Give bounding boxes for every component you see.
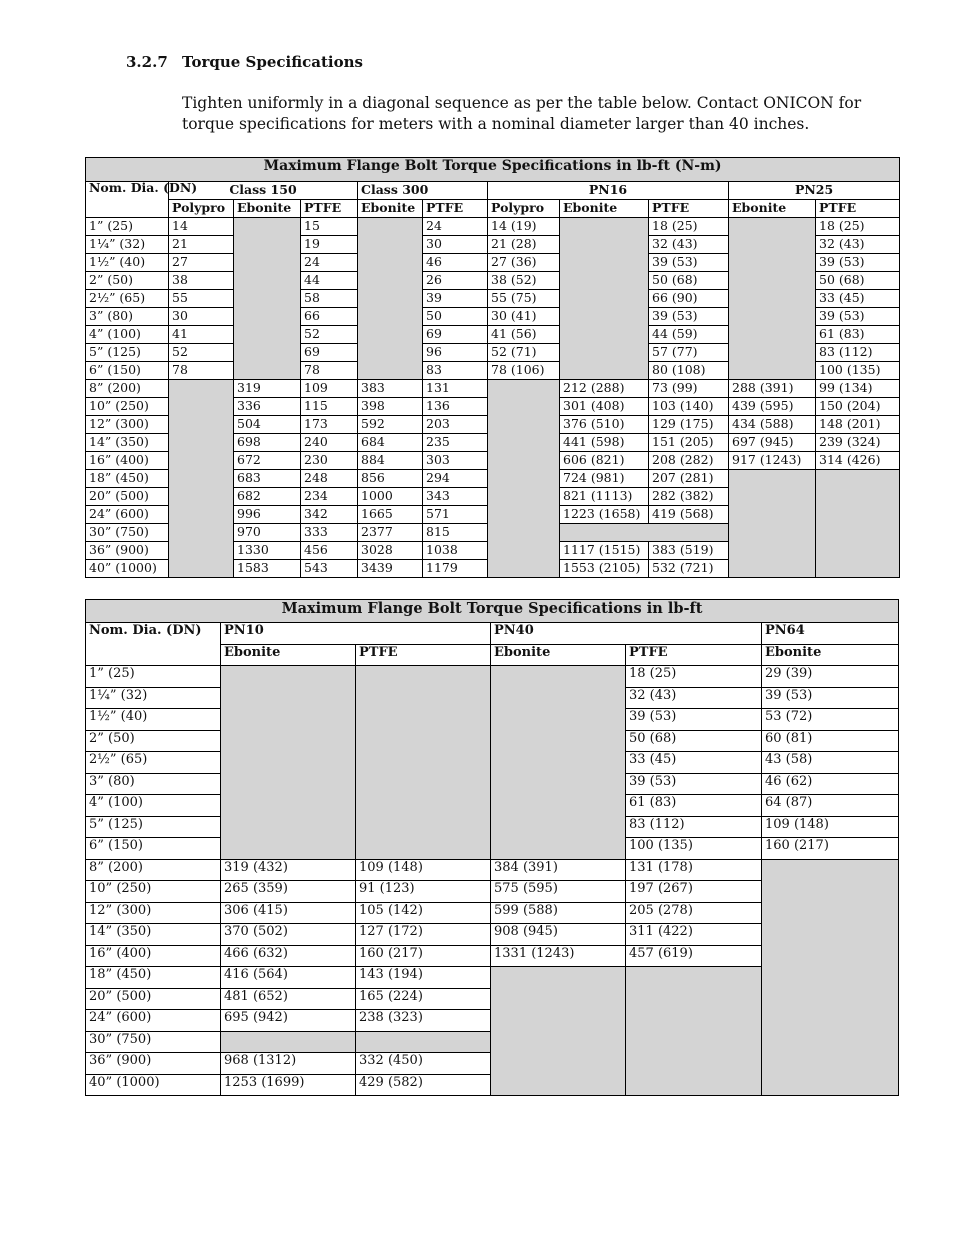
cell: 18” (450) xyxy=(86,470,169,488)
cell: 24” (600) xyxy=(86,506,169,524)
cell: 14 xyxy=(169,218,234,236)
cell: 2” (50) xyxy=(86,272,169,290)
cell: 319 (432) xyxy=(221,859,356,881)
cell: 504 xyxy=(234,416,301,434)
cell: 856 xyxy=(358,470,423,488)
cell: 165 (224) xyxy=(356,988,491,1010)
section-number: 3.2.7 xyxy=(126,53,168,71)
cell: 39 (53) xyxy=(762,687,899,709)
cell: 1553 (2105) xyxy=(560,560,649,578)
cell: 416 (564) xyxy=(221,967,356,989)
cell: 419 (568) xyxy=(649,506,729,524)
cell: 21 xyxy=(169,236,234,254)
cell: 1” (25) xyxy=(86,666,221,688)
cell: 8” (200) xyxy=(86,380,169,398)
cell: 55 (75) xyxy=(488,290,560,308)
cell: 30” (750) xyxy=(86,524,169,542)
cell: 78 xyxy=(169,362,234,380)
sub-header: Ebonite xyxy=(358,200,423,218)
cell: 207 (281) xyxy=(649,470,729,488)
cell: 319 xyxy=(234,380,301,398)
cell: 1253 (1699) xyxy=(221,1074,356,1096)
cell: 2½” (65) xyxy=(86,290,169,308)
sub-header: Ebonite xyxy=(729,200,816,218)
cell: 370 (502) xyxy=(221,924,356,946)
cell: 306 (415) xyxy=(221,902,356,924)
cell: 1223 (1658) xyxy=(560,506,649,524)
cell: 5” (125) xyxy=(86,816,221,838)
cell: 57 (77) xyxy=(649,344,729,362)
cell: 230 xyxy=(301,452,358,470)
na-cell xyxy=(816,470,900,578)
cell: 50 (68) xyxy=(626,730,762,752)
cell: 50 (68) xyxy=(649,272,729,290)
table-row xyxy=(86,380,900,398)
cell: 575 (595) xyxy=(491,881,626,903)
cell: 33 (45) xyxy=(626,752,762,774)
cell: 384 (391) xyxy=(491,859,626,881)
cell: 14” (350) xyxy=(86,434,169,452)
cell: 698 xyxy=(234,434,301,452)
cell: 100 (135) xyxy=(626,838,762,860)
sub-header: Polypro xyxy=(488,200,560,218)
cell: 69 xyxy=(423,326,488,344)
cell: 61 (83) xyxy=(816,326,900,344)
cell: 30 xyxy=(169,308,234,326)
cell: 26 xyxy=(423,272,488,290)
cell: 6” (150) xyxy=(86,838,221,860)
na-cell xyxy=(356,666,491,860)
cell: 2½” (65) xyxy=(86,752,221,774)
cell: 248 xyxy=(301,470,358,488)
cell: 160 (217) xyxy=(356,945,491,967)
cell: 342 xyxy=(301,506,358,524)
sub-header: PTFE xyxy=(423,200,488,218)
cell: 332 (450) xyxy=(356,1053,491,1075)
cell: 136 xyxy=(423,398,488,416)
cell: 99 (134) xyxy=(816,380,900,398)
cell: 39 (53) xyxy=(626,709,762,731)
cell: 203 xyxy=(423,416,488,434)
intro-paragraph: Tighten uniformly in a diagonal sequence as per the table below. Contact ONICON for torque specifications for meters with a nominal diameter larger than 40 inches. xyxy=(182,94,862,133)
cell: 50 (68) xyxy=(816,272,900,290)
cell: 69 xyxy=(301,344,358,362)
cell: 24 xyxy=(423,218,488,236)
cell: 376 (510) xyxy=(560,416,649,434)
cell: 301 (408) xyxy=(560,398,649,416)
cell: 14 (19) xyxy=(488,218,560,236)
cell: 282 (382) xyxy=(649,488,729,506)
cell: 5” (125) xyxy=(86,344,169,362)
cell: 83 (112) xyxy=(626,816,762,838)
cell: 205 (278) xyxy=(626,902,762,924)
sub-header: PTFE xyxy=(649,200,729,218)
cell: 40” (1000) xyxy=(86,1074,221,1096)
cell: 683 xyxy=(234,470,301,488)
cell: 1117 (1515) xyxy=(560,542,649,560)
cell: 208 (282) xyxy=(649,452,729,470)
cell: 815 xyxy=(423,524,488,542)
cell: 60 (81) xyxy=(762,730,899,752)
cell: 543 xyxy=(301,560,358,578)
cell: 1038 xyxy=(423,542,488,560)
cell: 970 xyxy=(234,524,301,542)
cell: 672 xyxy=(234,452,301,470)
cell: 908 (945) xyxy=(491,924,626,946)
cell: 20” (500) xyxy=(86,488,169,506)
sub-header: Ebonite xyxy=(221,644,356,666)
cell: 30 xyxy=(423,236,488,254)
cell: 240 xyxy=(301,434,358,452)
cell: 333 xyxy=(301,524,358,542)
cell: 532 (721) xyxy=(649,560,729,578)
table-row xyxy=(86,218,900,236)
na-cell xyxy=(221,1031,356,1053)
cell: 1½” (40) xyxy=(86,254,169,272)
cell: 160 (217) xyxy=(762,838,899,860)
cell: 18 (25) xyxy=(626,666,762,688)
cell: 173 xyxy=(301,416,358,434)
cell: 41 (56) xyxy=(488,326,560,344)
cell: 109 (148) xyxy=(356,859,491,881)
cell: 821 (1113) xyxy=(560,488,649,506)
sub-header: Ebonite xyxy=(234,200,301,218)
cell: 78 (106) xyxy=(488,362,560,380)
cell: 55 xyxy=(169,290,234,308)
cell: 21 (28) xyxy=(488,236,560,254)
cell: 1583 xyxy=(234,560,301,578)
sub-header: Ebonite xyxy=(491,644,626,666)
sub-header: PTFE xyxy=(626,644,762,666)
cell: 336 xyxy=(234,398,301,416)
cell: 53 (72) xyxy=(762,709,899,731)
cell: 127 (172) xyxy=(356,924,491,946)
cell: 3439 xyxy=(358,560,423,578)
cell: 80 (108) xyxy=(649,362,729,380)
cell: 3” (80) xyxy=(86,773,221,795)
cell: 30” (750) xyxy=(86,1031,221,1053)
cell: 439 (595) xyxy=(729,398,816,416)
nom-dia-header: Nom. Dia. (DN) xyxy=(86,182,169,218)
cell: 100 (135) xyxy=(816,362,900,380)
cell: 592 xyxy=(358,416,423,434)
cell: 1000 xyxy=(358,488,423,506)
cell: 33 (45) xyxy=(816,290,900,308)
cell: 36” (900) xyxy=(86,542,169,560)
cell: 24 xyxy=(301,254,358,272)
cell: 884 xyxy=(358,452,423,470)
na-cell xyxy=(626,967,762,1096)
cell: 303 xyxy=(423,452,488,470)
cell: 32 (43) xyxy=(649,236,729,254)
cell: 429 (582) xyxy=(356,1074,491,1096)
cell: 73 (99) xyxy=(649,380,729,398)
section-heading xyxy=(126,53,363,71)
cell: 58 xyxy=(301,290,358,308)
cell: 43 (58) xyxy=(762,752,899,774)
group-header: PN25 xyxy=(729,182,900,200)
na-cell xyxy=(221,666,356,860)
na-cell xyxy=(762,859,899,1096)
cell: 39 (53) xyxy=(649,308,729,326)
group-header: Class 150 xyxy=(169,182,358,200)
cell: 96 xyxy=(423,344,488,362)
cell: 1½” (40) xyxy=(86,709,221,731)
cell: 466 (632) xyxy=(221,945,356,967)
na-cell xyxy=(169,380,234,578)
cell: 1” (25) xyxy=(86,218,169,236)
cell: 29 (39) xyxy=(762,666,899,688)
cell: 143 (194) xyxy=(356,967,491,989)
cell: 115 xyxy=(301,398,358,416)
na-cell xyxy=(729,470,816,578)
torque-table-lbft xyxy=(85,599,899,1096)
cell: 39 xyxy=(423,290,488,308)
cell: 1330 xyxy=(234,542,301,560)
cell: 212 (288) xyxy=(560,380,649,398)
cell: 44 xyxy=(301,272,358,290)
cell: 109 (148) xyxy=(762,816,899,838)
cell: 684 xyxy=(358,434,423,452)
cell: 3028 xyxy=(358,542,423,560)
cell: 571 xyxy=(423,506,488,524)
cell: 434 (588) xyxy=(729,416,816,434)
na-cell xyxy=(356,1031,491,1053)
cell: 234 xyxy=(301,488,358,506)
cell: 383 xyxy=(358,380,423,398)
cell: 265 (359) xyxy=(221,881,356,903)
cell: 20” (500) xyxy=(86,988,221,1010)
cell: 4” (100) xyxy=(86,795,221,817)
cell: 3” (80) xyxy=(86,308,169,326)
group-header: PN40 xyxy=(491,623,762,645)
cell: 131 (178) xyxy=(626,859,762,881)
cell: 456 xyxy=(301,542,358,560)
cell: 4” (100) xyxy=(86,326,169,344)
cell: 39 (53) xyxy=(649,254,729,272)
cell: 2” (50) xyxy=(86,730,221,752)
cell: 52 (71) xyxy=(488,344,560,362)
cell: 41 xyxy=(169,326,234,344)
cell: 294 xyxy=(423,470,488,488)
cell: 66 (90) xyxy=(649,290,729,308)
cell: 12” (300) xyxy=(86,416,169,434)
sub-header: PTFE xyxy=(356,644,491,666)
cell: 441 (598) xyxy=(560,434,649,452)
group-header: PN16 xyxy=(488,182,729,200)
cell: 695 (942) xyxy=(221,1010,356,1032)
cell: 46 xyxy=(423,254,488,272)
cell: 83 xyxy=(423,362,488,380)
na-cell xyxy=(729,218,816,380)
cell: 109 xyxy=(301,380,358,398)
na-cell xyxy=(491,666,626,860)
nom-dia-header: Nom. Dia. (DN) xyxy=(86,623,221,666)
cell: 197 (267) xyxy=(626,881,762,903)
cell: 150 (204) xyxy=(816,398,900,416)
cell: 14” (350) xyxy=(86,924,221,946)
sub-header: Ebonite xyxy=(560,200,649,218)
cell: 40” (1000) xyxy=(86,560,169,578)
na-cell xyxy=(358,218,423,380)
cell: 148 (201) xyxy=(816,416,900,434)
cell: 50 xyxy=(423,308,488,326)
cell: 8” (200) xyxy=(86,859,221,881)
cell: 18 (25) xyxy=(649,218,729,236)
cell: 78 xyxy=(301,362,358,380)
na-cell xyxy=(488,380,560,578)
cell: 64 (87) xyxy=(762,795,899,817)
cell: 606 (821) xyxy=(560,452,649,470)
cell: 46 (62) xyxy=(762,773,899,795)
cell: 105 (142) xyxy=(356,902,491,924)
cell: 996 xyxy=(234,506,301,524)
cell: 12” (300) xyxy=(86,902,221,924)
na-cell xyxy=(234,218,301,380)
table-title: Maximum Flange Bolt Torque Specifications in lb-ft xyxy=(86,600,899,623)
cell: 398 xyxy=(358,398,423,416)
torque-table-lbft-nm xyxy=(85,157,900,578)
cell: 83 (112) xyxy=(816,344,900,362)
table-row xyxy=(86,859,899,881)
section-title: Torque Specifications xyxy=(182,53,363,71)
cell: 32 (43) xyxy=(816,236,900,254)
na-cell xyxy=(560,524,729,542)
cell: 32 (43) xyxy=(626,687,762,709)
cell: 129 (175) xyxy=(649,416,729,434)
cell: 311 (422) xyxy=(626,924,762,946)
cell: 91 (123) xyxy=(356,881,491,903)
cell: 24” (600) xyxy=(86,1010,221,1032)
cell: 27 xyxy=(169,254,234,272)
sub-header: Ebonite xyxy=(762,644,899,666)
cell: 39 (53) xyxy=(816,308,900,326)
group-header: PN64 xyxy=(762,623,899,645)
cell: 1¼” (32) xyxy=(86,687,221,709)
na-cell xyxy=(491,967,626,1096)
cell: 288 (391) xyxy=(729,380,816,398)
cell: 314 (426) xyxy=(816,452,900,470)
cell: 2377 xyxy=(358,524,423,542)
cell: 16” (400) xyxy=(86,945,221,967)
cell: 1665 xyxy=(358,506,423,524)
cell: 61 (83) xyxy=(626,795,762,817)
cell: 39 (53) xyxy=(816,254,900,272)
cell: 238 (323) xyxy=(356,1010,491,1032)
na-cell xyxy=(560,218,649,380)
cell: 38 (52) xyxy=(488,272,560,290)
cell: 52 xyxy=(169,344,234,362)
cell: 30 (41) xyxy=(488,308,560,326)
cell: 44 (59) xyxy=(649,326,729,344)
cell: 239 (324) xyxy=(816,434,900,452)
cell: 697 (945) xyxy=(729,434,816,452)
cell: 6” (150) xyxy=(86,362,169,380)
cell: 599 (588) xyxy=(491,902,626,924)
cell: 36” (900) xyxy=(86,1053,221,1075)
cell: 18 (25) xyxy=(816,218,900,236)
cell: 682 xyxy=(234,488,301,506)
table-title: Maximum Flange Bolt Torque Specifications in lb-ft (N-m) xyxy=(86,158,900,182)
table-row xyxy=(86,666,899,688)
cell: 481 (652) xyxy=(221,988,356,1010)
cell: 27 (36) xyxy=(488,254,560,272)
cell: 151 (205) xyxy=(649,434,729,452)
cell: 1331 (1243) xyxy=(491,945,626,967)
cell: 10” (250) xyxy=(86,398,169,416)
cell: 917 (1243) xyxy=(729,452,816,470)
cell: 724 (981) xyxy=(560,470,649,488)
cell: 39 (53) xyxy=(626,773,762,795)
cell: 15 xyxy=(301,218,358,236)
cell: 66 xyxy=(301,308,358,326)
cell: 19 xyxy=(301,236,358,254)
cell: 383 (519) xyxy=(649,542,729,560)
cell: 235 xyxy=(423,434,488,452)
sub-header: PTFE xyxy=(301,200,358,218)
cell: 52 xyxy=(301,326,358,344)
cell: 131 xyxy=(423,380,488,398)
cell: 10” (250) xyxy=(86,881,221,903)
sub-header: PTFE xyxy=(816,200,900,218)
sub-header: Polypro xyxy=(169,200,234,218)
cell: 103 (140) xyxy=(649,398,729,416)
cell: 18” (450) xyxy=(86,967,221,989)
group-header: PN10 xyxy=(221,623,491,645)
cell: 1179 xyxy=(423,560,488,578)
cell: 343 xyxy=(423,488,488,506)
cell: 38 xyxy=(169,272,234,290)
group-header: Class 300 xyxy=(358,182,488,200)
cell: 457 (619) xyxy=(626,945,762,967)
cell: 16” (400) xyxy=(86,452,169,470)
cell: 1¼” (32) xyxy=(86,236,169,254)
cell: 968 (1312) xyxy=(221,1053,356,1075)
